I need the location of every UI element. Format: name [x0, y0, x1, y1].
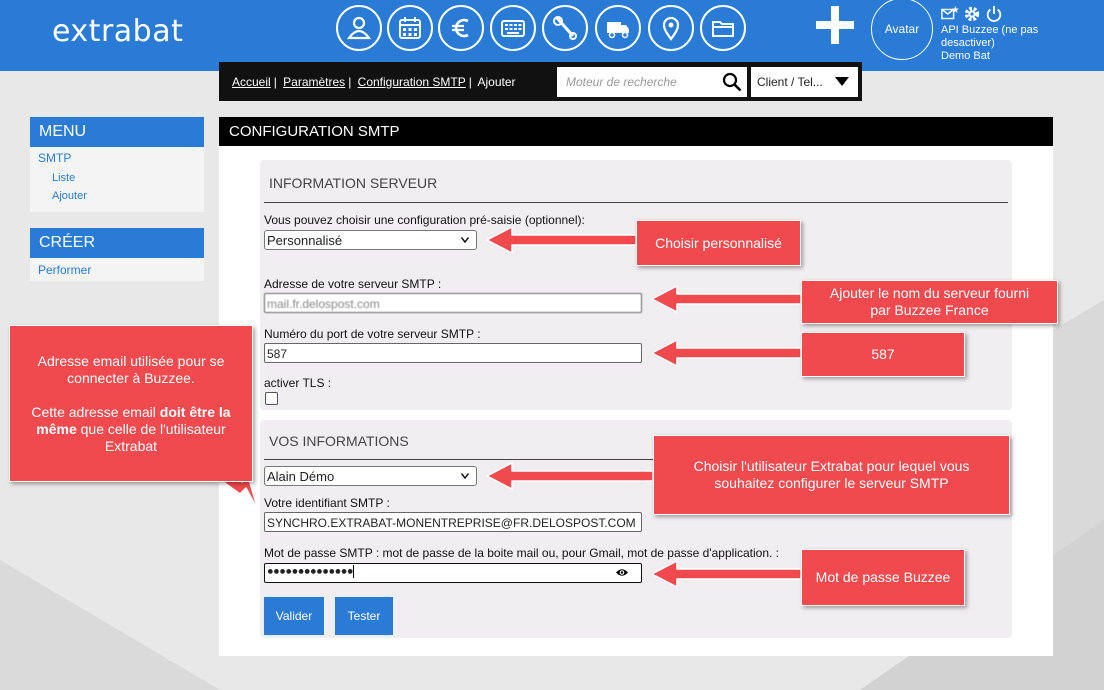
eye-icon[interactable] — [615, 567, 629, 578]
server-input[interactable]: mail.fr.delospost.com — [264, 293, 642, 313]
divider — [264, 202, 1008, 203]
keyboard-icon[interactable] — [490, 5, 536, 51]
sidebar-item-ajouter[interactable]: Ajouter — [52, 190, 87, 202]
user-company: Demo Bat — [941, 50, 990, 62]
smtp-password-input[interactable] — [264, 563, 642, 583]
password-dots: ●●●●●●●●●●●●●● — [267, 565, 354, 578]
contacts-icon[interactable] — [336, 5, 382, 51]
annotation-server-name-line2: par Buzzee France — [870, 302, 989, 318]
calendar-icon[interactable] — [387, 5, 433, 51]
validate-button[interactable]: Valider — [264, 597, 324, 635]
create-title: CRÉER — [30, 228, 204, 258]
chevron-down-icon — [461, 237, 469, 243]
sidebar-item-performer[interactable]: Performer — [38, 263, 92, 277]
search-input[interactable] — [557, 67, 747, 97]
annotation-server-name — [801, 280, 1058, 324]
sidebar-menu-panel — [30, 117, 204, 212]
extrabat-logo[interactable]: extrabat — [52, 14, 184, 49]
preset-select[interactable] — [264, 230, 477, 250]
port-input[interactable]: 587 — [264, 343, 642, 363]
annotation-email-p1-line1: Adresse email utilisée pour se — [37, 352, 225, 369]
annotation-password: Mot de passe Buzzee — [801, 549, 965, 606]
info-section-title: VOS INFORMATIONS — [269, 433, 409, 449]
annotation-email-p1-line2: connecter à Buzzee. — [67, 369, 195, 386]
user-select[interactable] — [264, 466, 477, 486]
gear-icon[interactable] — [963, 5, 981, 23]
mail-star-icon[interactable] — [941, 5, 959, 23]
sidebar-item-smtp[interactable]: SMTP — [38, 151, 72, 165]
chevron-down-icon — [835, 77, 849, 86]
menu-title: MENU — [30, 117, 204, 147]
breadcrumb-smtp-config[interactable]: Configuration SMTP — [357, 75, 466, 89]
annotation-email-p2-a: Cette adresse email — [31, 403, 160, 420]
breadcrumb-bar — [219, 62, 862, 101]
server-label: Adresse de votre serveur SMTP : — [264, 277, 442, 291]
tools-icon[interactable] — [542, 5, 588, 51]
annotation-email-p2-d: que celle de l'utilisateur — [76, 420, 226, 437]
annotation-choose-user — [653, 435, 1010, 515]
smtp-id-label: Votre identifiant SMTP : — [264, 496, 390, 510]
top-navigation-bar — [0, 0, 1104, 71]
search-icon[interactable] — [722, 72, 742, 92]
avatar[interactable]: Avatar — [871, 0, 933, 60]
tls-label: activer TLS : — [264, 376, 332, 390]
breadcrumb: Accueil | Paramètres | Configuration SMTP | Ajouter — [232, 75, 516, 89]
annotation-email-p2-c: même — [36, 420, 77, 437]
truck-icon[interactable] — [595, 5, 641, 51]
annotation-choose-user-line1: Choisir l'utilisateur Extrabat pour lequel vous — [693, 458, 970, 474]
add-plus-icon[interactable] — [814, 4, 856, 46]
smtp-password-label: Mot de passe SMTP : mot de passe de la boite mail ou, pour Gmail, mot de passe d'application. : — [264, 546, 780, 560]
breadcrumb-current: Ajouter — [477, 75, 516, 89]
euro-icon[interactable] — [438, 5, 484, 51]
annotation-email-p2-e: Extrabat — [104, 437, 158, 454]
sidebar-item-liste[interactable]: Liste — [52, 172, 76, 184]
client-select-value: Client / Tel... — [757, 75, 823, 89]
annotation-email — [9, 325, 253, 482]
annotation-choose-custom: Choisir personnalisé — [636, 220, 801, 266]
folders-icon[interactable] — [700, 5, 746, 51]
page-title: CONFIGURATION SMTP — [219, 117, 1053, 146]
server-section-title: INFORMATION SERVEUR — [269, 175, 438, 191]
test-button[interactable]: Tester — [335, 597, 393, 635]
user-name-line2: desactiver) — [941, 37, 995, 49]
breadcrumb-parametres[interactable]: Paramètres — [283, 75, 346, 89]
chevron-down-icon — [461, 473, 469, 479]
client-search-select[interactable] — [751, 67, 858, 97]
user-info — [941, 24, 1051, 63]
breadcrumb-home[interactable]: Accueil — [232, 75, 271, 89]
user-select-value: Alain Démo — [267, 469, 335, 484]
annotation-server-name-line1: Ajouter le nom du serveur fourni — [829, 285, 1030, 301]
preset-select-value: Personnalisé — [267, 233, 343, 248]
annotation-email-p2-b: doit être la — [159, 403, 231, 420]
search-placeholder: Moteur de recherche — [566, 75, 677, 89]
user-name-line1: API Buzzee (ne pas — [941, 24, 1039, 36]
power-icon[interactable] — [985, 5, 1003, 23]
port-label: Numéro du port de votre serveur SMTP : — [264, 327, 481, 341]
smtp-id-input[interactable]: SYNCHRO.EXTRABAT-MONENTREPRISE@FR.DELOSPOST.COM — [264, 512, 642, 532]
annotation-choose-user-line2: souhaitez configurer le serveur SMTP — [714, 475, 949, 491]
preset-label: Vous pouvez choisir une configuration pré-saisie (optionnel): — [264, 213, 585, 227]
sidebar-create-panel — [30, 228, 204, 281]
location-pin-icon[interactable] — [648, 5, 694, 51]
tls-checkbox[interactable] — [265, 392, 278, 405]
annotation-port: 587 — [801, 332, 965, 377]
